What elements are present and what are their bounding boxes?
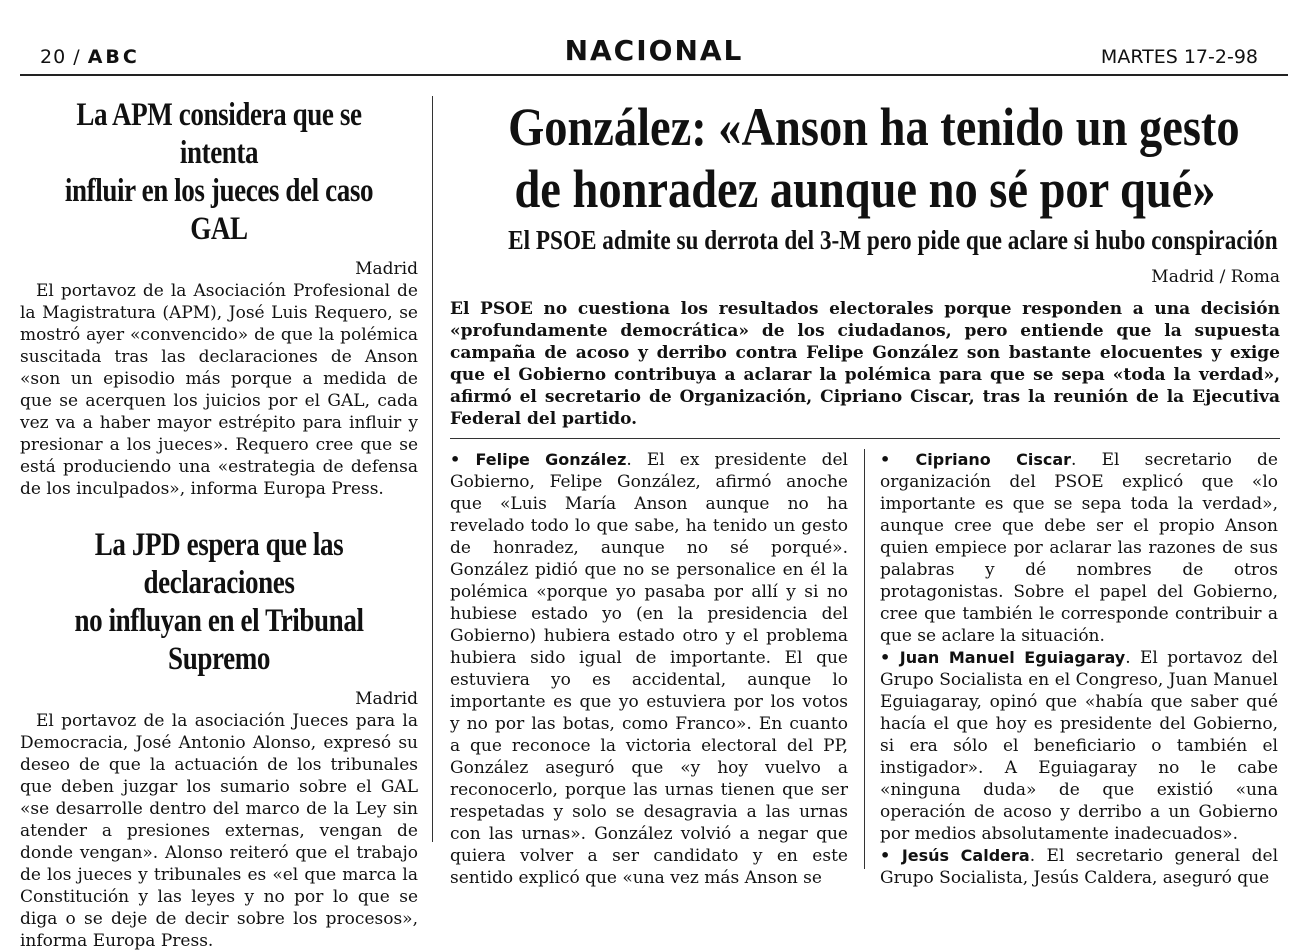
brief-apm-body: El portavoz de la Asociación Profesional de la Magistratura (APM), José Luis Requero, se mostró ayer «convencido» de que la polémica suscitada tras las declaraciones de Anson «son un episodio más porque a medida de que se acerquen los juicios por el GAL, cada vez va a haber mayor estrépito para influir y presionar a los jueces». Requero cree que se está produciendo una «estrategia de defensa de los inculpados», informa Europa Press. <box>20 281 418 499</box>
main-article <box>450 96 1280 888</box>
main-headline-line1: González: «Anson ha tenido un gesto <box>508 97 1240 157</box>
brief-jpd <box>20 526 418 952</box>
para-text: . El ex presidente del Gobierno, Felipe González, afirmó anoche que «Luis María Anson aunque no ha revelado todo lo que sabe, ha tenido un gesto de honradez, aunque no sé porqué». González pidió que no se personalice en él la polémica «porque yo pasaba por allí y si no hubiese estado yo (en la presidencia del Gobierno) hubiera estado otro y el problema hubiera sido igual de importante. El que estuviera yo es accidental, aunque lo importante es que yo estuviera por los votos y no por las botas, como Franco». En cuanto a que reconoce la victoria electoral del PP, González aseguró que «y hoy vuelvo a reconocerlo, porque las urnas tienen que ser respetadas y solo se desagravia a las urnas con las urnas». González volvió a negar que quiera volver a ser candidato y en este sentido explicó que «una vez más Anson se <box>450 450 848 888</box>
column-divider <box>432 96 433 842</box>
main-dateline: Madrid / Roma <box>1151 267 1280 287</box>
issue-date: MARTES 17-2-98 <box>1100 46 1258 68</box>
subcolumn-divider <box>864 449 865 869</box>
para-text: . El secretario de organización del PSOE explicó que «lo importante es que se sepa toda la verdad», aunque cree que debe ser el propio Anson quien empiece por aclarar las razones de sus palabras y dé nombres de otros protagonistas. Sobre el papel del Gobierno, cree que también le corresponde contribuir a que se aclare la situación. <box>880 450 1278 646</box>
brief-jpd-body: El portavoz de la asociación Jueces para la Democracia, José Antonio Alonso, expresó su deseo de que la actuación de los tribunales que deben juzgar los sumario sobre el GAL «se desarrolle dentro del marco de la Ley sin atender a presiones externas, vengan de donde vengan». Alonso reiteró que el trabajo de los jueces y tribunales es «el que marca la Constitución y las leyes y no por lo que se diga o se deje de decir sobre los procesos», informa Europa Press. <box>20 711 418 951</box>
brief-apm <box>20 96 418 500</box>
brief-jpd-title-line1: La JPD espera que las declaraciones <box>94 527 344 601</box>
para-text: . El portavoz del Grupo Socialista en el Congreso, Juan Manuel Eguiagaray, opinó que «había que saber qué hacía el que hoy es presidente del Gobierno, si era sólo el beneficiario o también el instigador». A Eguiagaray no le cabe «ninguna duda» de que existió «una operación de acoso y derribo a un Gobierno por medios absolutamente inadecuados». <box>880 648 1278 844</box>
brief-apm-title-line2: influir en los jueces del caso GAL <box>64 173 374 247</box>
speaker-name: • Juan Manuel Eguiagaray <box>880 648 1126 667</box>
para-text: . El secretario general del Grupo Socialista, Jesús Caldera, aseguró que <box>880 846 1279 888</box>
main-headline-line2: de honradez aunque no sé por qué» <box>514 159 1216 219</box>
speaker-name: • Jesús Caldera <box>880 846 1030 865</box>
brief-apm-dateline: Madrid <box>355 259 418 279</box>
brief-apm-title-line1: La APM considera que se intenta <box>76 97 362 171</box>
main-lead: El PSOE no cuestiona los resultados electorales porque responden a una decisión «profundamente democrática» de los ciudadanos, pero entiende que la supuesta campaña de acoso y derribo contra Felipe González son bastante elocuentes y exige que el Gobierno contribuya a aclarar la polémica para que se sepa «toda la verdad», afirmó el secretario de Organización, Cipriano Ciscar, tras la reunión de la Ejecutiva Federal del partido. <box>450 298 1280 439</box>
article-col-right <box>880 449 1278 889</box>
left-column <box>20 96 418 952</box>
speaker-name: • Cipriano Ciscar <box>880 450 1072 469</box>
paper-name: ABC <box>87 46 140 68</box>
brief-jpd-title-line2: no influyan en el Tribunal Supremo <box>74 603 364 677</box>
para-eguiagaray <box>880 647 1278 845</box>
folio-separator: / <box>73 46 81 68</box>
brief-jpd-dateline: Madrid <box>355 689 418 709</box>
para-ciscar <box>880 449 1278 647</box>
para-gonzalez <box>450 449 848 889</box>
page-header <box>20 30 1288 76</box>
speaker-name: • Felipe González <box>450 450 627 469</box>
article-col-left <box>450 449 848 889</box>
main-subheadline: El PSOE admite su derrota del 3-M pero pide que aclare si hubo conspiración <box>508 225 1278 255</box>
page-number: 20 <box>40 46 67 68</box>
para-caldera <box>880 845 1278 889</box>
section-name: NACIONAL <box>564 34 744 67</box>
